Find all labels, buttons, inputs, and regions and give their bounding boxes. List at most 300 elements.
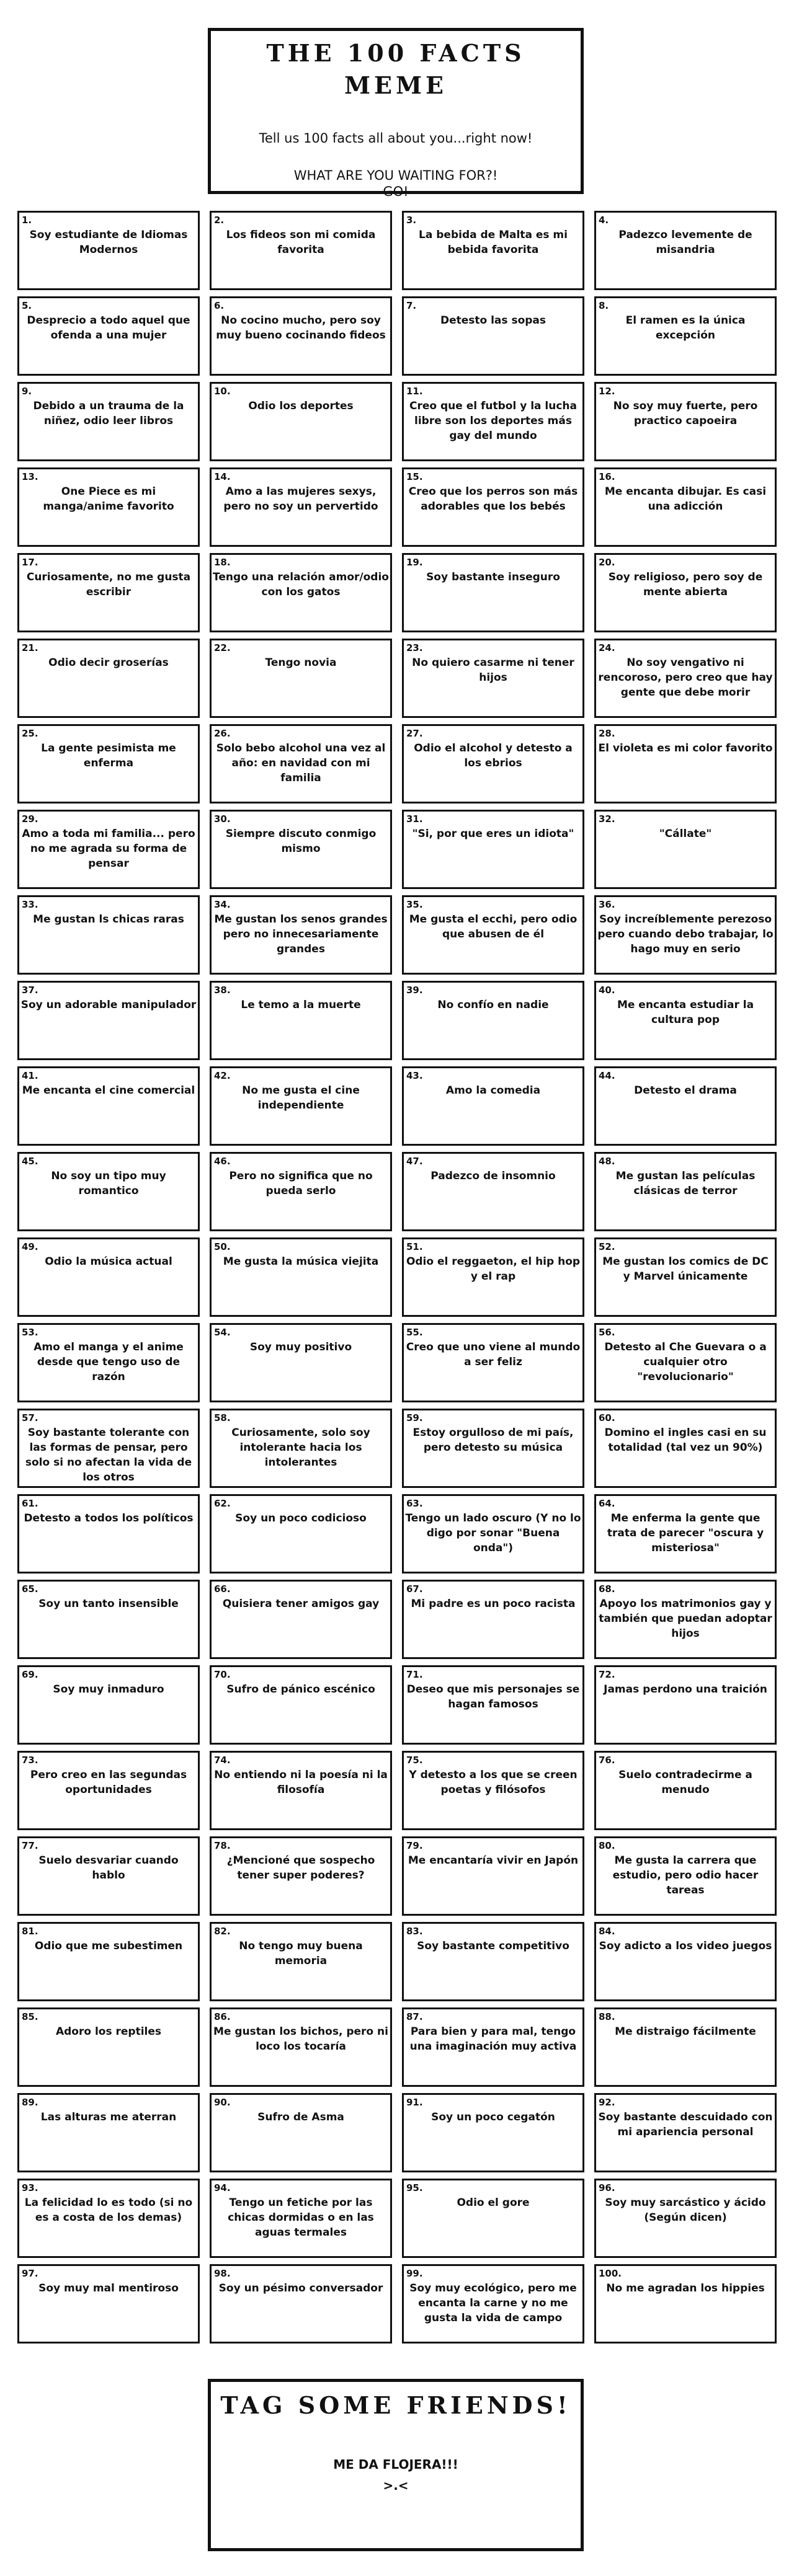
fact-cell	[17, 1152, 200, 1231]
fact-text: Soy un pésimo conversador	[218, 2282, 383, 2295]
fact-number: 90.	[214, 2097, 231, 2108]
fact-cell	[17, 553, 200, 632]
fact-number: 64.	[599, 1498, 615, 1509]
fact-cell	[17, 2179, 200, 2258]
fact-number: 42.	[214, 1070, 231, 1081]
fact-number: 17.	[22, 557, 38, 568]
fact-cell	[210, 981, 392, 1060]
fact-text: No me gusta el cine independiente	[242, 1084, 360, 1112]
fact-text: Soy muy ecológico, pero me encanta la carne y no me gusta la vida de campo	[409, 2282, 577, 2324]
fact-text: Odio decir groserías	[48, 657, 169, 669]
fact-text: Soy un tanto insensible	[38, 1598, 179, 1610]
fact-text: Pero no significa que no pueda serlo	[229, 1170, 373, 1197]
fact-text: Me encantaría vivir en Japón	[408, 1854, 579, 1867]
fact-text: Me gustan los bichos, pero ni loco los tocaría	[213, 2025, 388, 2053]
fact-number: 49.	[22, 1241, 38, 1252]
fact-cell	[210, 1922, 392, 2001]
fact-number: 23.	[406, 642, 423, 653]
fact-number: 84.	[599, 1926, 615, 1937]
fact-text: Creo que uno viene al mundo a ser feliz	[406, 1341, 581, 1368]
fact-cell	[594, 2093, 777, 2172]
fact-number: 98.	[214, 2268, 231, 2279]
fact-text: Deseo que mis personajes se hagan famosos	[406, 1683, 580, 1711]
fact-cell	[402, 1323, 584, 1402]
fact-cell	[210, 2093, 392, 2172]
fact-text: Tengo un fetiche por las chicas dormidas o en las aguas termales	[228, 2197, 374, 2239]
fact-cell	[402, 1066, 584, 1146]
fact-text: Siempre discuto conmigo mismo	[225, 828, 377, 855]
fact-number: 88.	[599, 2011, 615, 2022]
fact-number: 31.	[406, 813, 423, 825]
fact-cell	[17, 1237, 200, 1317]
fact-text: No soy muy fuerte, pero practico capoeira	[613, 400, 758, 427]
fact-text: No soy un tipo muy romantico	[51, 1170, 166, 1197]
fact-cell	[594, 724, 777, 803]
fact-text: Suelo contradecirme a menudo	[618, 1769, 752, 1796]
fact-number: 56.	[599, 1327, 615, 1338]
fact-cell	[210, 1152, 392, 1231]
fact-number: 81.	[22, 1926, 38, 1937]
fact-text: Odio el alcohol y detesto a los ebrios	[414, 742, 573, 769]
fact-text: Creo que el futbol y la lucha libre son los deportes más gay del mundo	[409, 400, 577, 442]
fact-text: Debido a un trauma de la niñez, odio leer libros	[33, 400, 184, 427]
fact-text: Me gusta la música viejita	[223, 1255, 379, 1268]
fact-cell	[594, 2179, 777, 2258]
fact-cell	[594, 810, 777, 889]
fact-text: Me gustan los senos grandes pero no innecesariamente grandes	[214, 913, 388, 955]
fact-number: 47.	[406, 1156, 423, 1167]
fact-text: Sufro de Asma	[257, 2111, 344, 2123]
fact-number: 28.	[599, 728, 615, 739]
fact-text: Tengo un lado oscuro (Y no lo digo por sonar "Buena onda")	[405, 1512, 581, 1554]
call-to-action-text: WHAT ARE YOU WAITING FOR?!	[293, 168, 498, 183]
fact-number: 34.	[214, 899, 231, 910]
fact-number: 7.	[406, 300, 417, 311]
fact-cell	[402, 2179, 584, 2258]
fact-text: No soy vengativo ni rencoroso, pero creo que hay gente que debe morir	[598, 657, 773, 699]
fact-cell	[210, 2007, 392, 2087]
fact-text: Estoy orgulloso de mi país, pero detesto su música	[413, 1427, 574, 1454]
fact-cell	[594, 1836, 777, 1916]
fact-number: 43.	[406, 1070, 423, 1081]
go-text: GO!	[383, 184, 409, 199]
fact-number: 26.	[214, 728, 231, 739]
fact-number: 77.	[22, 1840, 38, 1851]
fact-cell	[402, 724, 584, 803]
fact-cell	[17, 2007, 200, 2087]
fact-number: 10.	[214, 386, 231, 397]
fact-cell	[594, 1066, 777, 1146]
fact-number: 16.	[599, 471, 615, 482]
fact-cell	[594, 467, 777, 547]
fact-number: 1.	[22, 215, 32, 226]
fact-cell	[17, 1494, 200, 1573]
fact-number: 87.	[406, 2011, 423, 2022]
fact-number: 22.	[214, 642, 231, 653]
fact-number: 13.	[22, 471, 38, 482]
fact-number: 79.	[406, 1840, 423, 1851]
fact-text: Me enferma la gente que trata de parecer "oscura y misteriosa"	[607, 1512, 764, 1554]
fact-number: 68.	[599, 1583, 615, 1595]
fact-cell	[402, 1580, 584, 1659]
fact-text: No confío en nadie	[437, 999, 549, 1011]
fact-text: Amo a las mujeres sexys, pero no soy un pervertido	[223, 485, 378, 513]
fact-text: Me encanta el cine comercial	[22, 1084, 195, 1097]
fact-number: 45.	[22, 1156, 38, 1167]
fact-cell	[594, 1580, 777, 1659]
fact-cell	[402, 2264, 584, 2344]
fact-text: "Cállate"	[659, 828, 712, 840]
fact-text: Odio los deportes	[248, 400, 354, 412]
fact-cell	[594, 1665, 777, 1745]
fact-cell	[402, 211, 584, 290]
fact-number: 4.	[599, 215, 609, 226]
fact-text: Soy religioso, pero soy de mente abierta	[608, 571, 763, 598]
fact-number: 80.	[599, 1840, 615, 1851]
fact-text: No tengo muy buena memoria	[239, 1940, 363, 1967]
fact-number: 53.	[22, 1327, 38, 1338]
fact-number: 37.	[22, 985, 38, 996]
fact-cell	[17, 1665, 200, 1745]
fact-text: Me distraigo fácilmente	[615, 2025, 756, 2038]
fact-text: Las alturas me aterran	[40, 2111, 177, 2123]
fact-number: 78.	[214, 1840, 231, 1851]
fact-cell	[210, 1237, 392, 1317]
fact-text: Odio el gore	[457, 2197, 530, 2209]
fact-text: Soy muy sarcástico y ácido (Según dicen)	[605, 2197, 766, 2224]
fact-cell	[594, 1237, 777, 1317]
fact-text: La felicidad lo es todo (si no es a costa de los demas)	[24, 2197, 193, 2224]
fact-number: 21.	[22, 642, 38, 653]
fact-cell	[17, 211, 200, 290]
fact-number: 63.	[406, 1498, 423, 1509]
fact-number: 50.	[214, 1241, 231, 1252]
fact-cell	[402, 639, 584, 718]
fact-number: 54.	[214, 1327, 231, 1338]
fact-number: 9.	[22, 386, 32, 397]
fact-text: Domino el ingles casi en su totalidad (tal vez un 90%)	[604, 1427, 767, 1454]
fact-cell	[210, 810, 392, 889]
fact-text: La bebida de Malta es mi bebida favorita	[419, 229, 568, 256]
fact-number: 69.	[22, 1669, 38, 1680]
fact-cell	[402, 2093, 584, 2172]
fact-number: 33.	[22, 899, 38, 910]
fact-text: Pero creo en las segundas oportunidades	[30, 1769, 187, 1796]
fact-number: 72.	[599, 1669, 615, 1680]
fact-text: No cocino mucho, pero soy muy bueno cocinando fideos	[216, 314, 386, 342]
fact-text: Soy estudiante de Idiomas Modernos	[29, 229, 188, 256]
fact-cell	[594, 895, 777, 975]
fact-text: Soy bastante competitivo	[417, 1940, 569, 1952]
footer-message: ME DA FLOJERA!!!	[333, 2457, 458, 2472]
fact-cell	[210, 382, 392, 461]
fact-number: 91.	[406, 2097, 423, 2108]
fact-text: Soy muy positivo	[249, 1341, 352, 1353]
fact-number: 62.	[214, 1498, 231, 1509]
fact-text: Soy adicto a los video juegos	[599, 1940, 772, 1952]
fact-cell	[594, 2007, 777, 2087]
fact-text: El ramen es la única excepción	[625, 314, 746, 342]
fact-text: No entiendo ni la poesía ni la filosofía	[214, 1769, 388, 1796]
fact-text: Odio que me subestimen	[34, 1940, 183, 1952]
fact-number: 65.	[22, 1583, 38, 1595]
fact-text: Los fideos son mi comida favorita	[226, 229, 376, 256]
fact-text: Soy increíblemente perezoso pero cuando debo trabajar, lo hago muy en serio	[597, 913, 774, 955]
fact-cell	[402, 1751, 584, 1830]
fact-number: 82.	[214, 1926, 231, 1937]
fact-text: Soy muy mal mentiroso	[38, 2282, 179, 2295]
fact-cell	[402, 382, 584, 461]
fact-number: 24.	[599, 642, 615, 653]
fact-number: 89.	[22, 2097, 38, 2108]
fact-cell	[402, 296, 584, 376]
fact-number: 11.	[406, 386, 423, 397]
fact-cell	[210, 639, 392, 718]
fact-number: 3.	[406, 215, 417, 226]
fact-text: Padezco levemente de misandria	[618, 229, 752, 256]
fact-text: Jamas perdono una traición	[604, 1683, 767, 1696]
fact-text: Adoro los reptiles	[55, 2025, 162, 2038]
fact-number: 71.	[406, 1669, 423, 1680]
fact-number: 12.	[599, 386, 615, 397]
fact-text: No quiero casarme ni tener hijos	[412, 657, 574, 684]
fact-cell	[594, 1494, 777, 1573]
fact-cell	[402, 981, 584, 1060]
fact-text: Me gustan las películas clásicas de terror	[615, 1170, 756, 1197]
fact-text: Curiosamente, no me gusta escribir	[26, 571, 191, 598]
fact-cell	[210, 1751, 392, 1830]
fact-number: 2.	[214, 215, 225, 226]
fact-number: 51.	[406, 1241, 423, 1252]
header-box	[208, 28, 584, 199]
fact-cell	[594, 553, 777, 632]
fact-text: Creo que los perros son más adorables que los bebés	[408, 485, 578, 513]
fact-text: Soy bastante inseguro	[426, 571, 560, 583]
fact-cell	[402, 1922, 584, 2001]
fact-cell	[210, 895, 392, 975]
fact-text: Detesto al Che Guevara o a cualquier otro "revolucionario"	[604, 1341, 767, 1383]
fact-text: Para bien y para mal, tengo una imaginación muy activa	[409, 2025, 577, 2053]
fact-cell	[402, 1152, 584, 1231]
fact-text: Desprecio a todo aquel que ofenda a una mujer	[27, 314, 190, 342]
meme-title: THE 100 FACTS MEME	[266, 39, 525, 99]
fact-text: Suelo desvariar cuando hablo	[38, 1854, 179, 1882]
fact-cell	[210, 1665, 392, 1745]
fact-number: 76.	[599, 1755, 615, 1766]
fact-text: Soy bastante descuidado con mi apariencia personal	[598, 2111, 773, 2138]
fact-cell	[594, 1922, 777, 2001]
fact-number: 57.	[22, 1412, 38, 1423]
fact-text: Curiosamente, solo soy intolerante hacia los intolerantes	[231, 1427, 370, 1469]
fact-number: 5.	[22, 300, 32, 311]
fact-cell	[17, 724, 200, 803]
fact-number: 83.	[406, 1926, 423, 1937]
fact-cell	[17, 1066, 200, 1146]
fact-cell	[402, 895, 584, 975]
fact-number: 48.	[599, 1156, 615, 1167]
fact-cell	[594, 1751, 777, 1830]
fact-cell	[210, 1066, 392, 1146]
fact-text: La gente pesimista me enferma	[41, 742, 176, 769]
fact-text: El violeta es mi color favorito	[598, 742, 773, 755]
fact-text: Odio la música actual	[45, 1255, 172, 1268]
fact-cell	[210, 553, 392, 632]
fact-number: 94.	[214, 2182, 231, 2193]
fact-number: 39.	[406, 985, 423, 996]
fact-cell	[402, 1836, 584, 1916]
fact-text: "Si, por que eres un idiota"	[412, 828, 574, 840]
fact-cell	[210, 1323, 392, 1402]
fact-number: 97.	[22, 2268, 38, 2279]
fact-text: Amo a toda mi familia... pero no me agrada su forma de pensar	[22, 828, 195, 870]
fact-number: 73.	[22, 1755, 38, 1766]
fact-cell	[210, 724, 392, 803]
fact-text: Soy un poco cegatón	[431, 2111, 555, 2123]
fact-text: Tengo novia	[265, 657, 337, 669]
fact-text: Amo la comedia	[445, 1084, 541, 1097]
fact-text: Tengo una relación amor/odio con los gatos	[213, 571, 389, 598]
fact-cell	[210, 2264, 392, 2344]
fact-text: ¿Mencioné que sospecho tener super poderes?	[226, 1854, 375, 1882]
fact-number: 27.	[406, 728, 423, 739]
fact-number: 96.	[599, 2182, 615, 2193]
fact-number: 70.	[214, 1669, 231, 1680]
fact-text: Quisiera tener amigos gay	[222, 1598, 380, 1610]
fact-number: 46.	[214, 1156, 231, 1167]
fact-text: Detesto a todos los políticos	[24, 1512, 194, 1525]
fact-text: Padezco de insomnio	[430, 1170, 556, 1182]
fact-text: Soy un adorable manipulador	[20, 999, 197, 1011]
fact-cell	[402, 1409, 584, 1488]
fact-number: 59.	[406, 1412, 423, 1423]
fact-cell	[594, 1323, 777, 1402]
intro-text: Tell us 100 facts all about you...right now!	[259, 131, 533, 146]
fact-number: 15.	[406, 471, 423, 482]
fact-cell	[402, 1665, 584, 1745]
fact-cell	[17, 639, 200, 718]
fact-number: 67.	[406, 1583, 423, 1595]
fact-text: Detesto el drama	[634, 1084, 737, 1097]
fact-text: Me gustan los comics de DC y Marvel únicamente	[602, 1255, 769, 1283]
fact-cell	[17, 895, 200, 975]
fact-text: Solo bebo alcohol una vez al año: en navidad con mi familia	[216, 742, 386, 784]
fact-number: 20.	[599, 557, 615, 568]
fact-text: No me agradan los hippies	[606, 2282, 765, 2295]
fact-number: 75.	[406, 1755, 423, 1766]
tag-friends-title: TAG SOME FRIENDS!	[220, 2391, 571, 2419]
fact-cell	[210, 211, 392, 290]
fact-number: 18.	[214, 557, 231, 568]
fact-cell	[594, 382, 777, 461]
fact-cell	[17, 2264, 200, 2344]
fact-cell	[210, 1836, 392, 1916]
fact-text: Soy muy inmaduro	[53, 1683, 164, 1696]
fact-cell	[17, 981, 200, 1060]
fact-number: 60.	[599, 1412, 615, 1423]
footer-box	[208, 2379, 584, 2551]
fact-text: Le temo a la muerte	[241, 999, 361, 1011]
fact-number: 32.	[599, 813, 615, 825]
fact-text: Me gustan ls chicas raras	[33, 913, 184, 926]
fact-number: 61.	[22, 1498, 38, 1509]
footer-emoticon: >.<	[383, 2478, 409, 2493]
fact-cell	[17, 810, 200, 889]
fact-cell	[594, 1409, 777, 1488]
fact-number: 85.	[22, 2011, 38, 2022]
fact-number: 66.	[214, 1583, 231, 1595]
fact-cell	[402, 810, 584, 889]
fact-number: 41.	[22, 1070, 38, 1081]
fact-cell	[17, 382, 200, 461]
fact-cell	[210, 296, 392, 376]
fact-text: Y detesto a los que se creen poetas y filósofos	[409, 1769, 578, 1796]
fact-cell	[210, 1494, 392, 1573]
fact-number: 86.	[214, 2011, 231, 2022]
fact-text: Me gusta la carrera que estudio, pero odio hacer tareas	[612, 1854, 759, 1897]
fact-cell	[17, 467, 200, 547]
fact-number: 35.	[406, 899, 423, 910]
fact-text: Apoyo los matrimonios gay y también que puedan adoptar hijos	[599, 1598, 772, 1640]
fact-text: One Piece es mi manga/anime favorito	[43, 485, 174, 513]
fact-cell	[594, 981, 777, 1060]
fact-number: 40.	[599, 985, 615, 996]
fact-text: Me encanta estudiar la cultura pop	[617, 999, 754, 1026]
fact-cell	[17, 1922, 200, 2001]
fact-cell	[594, 2264, 777, 2344]
fact-cell	[210, 467, 392, 547]
fact-number: 8.	[599, 300, 609, 311]
fact-cell	[402, 2007, 584, 2087]
fact-text: Amo el manga y el anime desde que tengo uso de razón	[33, 1341, 184, 1383]
fact-text: Me encanta dibujar. Es casi una adicción	[604, 485, 767, 513]
fact-cell	[210, 2179, 392, 2258]
fact-text: Sufro de pánico escénico	[226, 1683, 375, 1696]
fact-number: 52.	[599, 1241, 615, 1252]
fact-cell	[402, 1237, 584, 1317]
fact-text: Odio el reggaeton, el hip hop y el rap	[406, 1255, 581, 1283]
fact-number: 58.	[214, 1412, 231, 1423]
fact-text: Detesto las sopas	[440, 314, 546, 327]
fact-cell	[17, 1323, 200, 1402]
fact-text: Soy bastante tolerante con las formas de pensar, pero solo si no afectan la vida de los otros	[25, 1427, 192, 1484]
fact-cell	[594, 639, 777, 718]
fact-number: 6.	[214, 300, 225, 311]
fact-cell	[594, 211, 777, 290]
fact-cell	[17, 1580, 200, 1659]
fact-cell	[210, 1580, 392, 1659]
fact-text: Me gusta el ecchi, pero odio que abusen de él	[409, 913, 578, 941]
fact-number: 95.	[406, 2182, 423, 2193]
fact-number: 44.	[599, 1070, 615, 1081]
fact-number: 93.	[22, 2182, 38, 2193]
fact-number: 92.	[599, 2097, 615, 2108]
fact-cell	[17, 1751, 200, 1830]
fact-cell	[17, 1409, 200, 1488]
fact-number: 100.	[599, 2268, 622, 2279]
fact-cell	[594, 296, 777, 376]
fact-text: Soy un poco codicioso	[235, 1512, 367, 1525]
fact-number: 30.	[214, 813, 231, 825]
fact-cell	[402, 467, 584, 547]
facts-grid	[17, 211, 777, 2324]
fact-number: 25.	[22, 728, 38, 739]
fact-cell	[17, 296, 200, 376]
fact-number: 29.	[22, 813, 38, 825]
fact-cell	[402, 553, 584, 632]
fact-cell	[210, 1409, 392, 1488]
fact-cell	[17, 2093, 200, 2172]
fact-number: 38.	[214, 985, 231, 996]
